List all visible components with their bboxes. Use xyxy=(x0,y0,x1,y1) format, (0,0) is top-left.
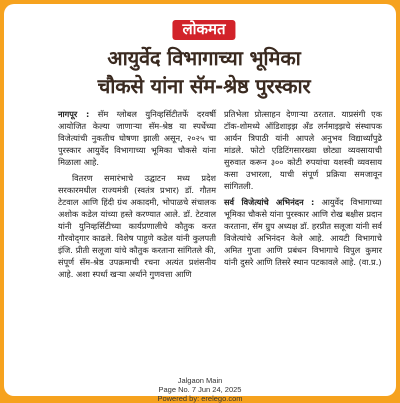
paragraph-ceremony: वितरण समारंभाचे उद्घाटन मध्य प्रदेश सरकारमधील राज्यमंत्री (स्वतंत्र प्रभार) डॉ. गौतम टेटवाल आणि हिंदी ग्रंथ अकादमी, भोपाळचे संचालक अशोक कडेल यांच्या हस्ते करण्यात आले. डॉ. टेटवाल यांनी युनिव्हर्सिटीच्या कार्यप्रणालीचे कौतुक करत गौरवोद्‌गार काढले. विशेष पाहुणे कडेल यांनी कुलपती इंजि. प्रीती सलूजा यांचे कौतुक करताना सांगितले की, संपूर्ण सॅम-श्रेष्ठ उपक्रमाची रचना अत्यंत प्रशंसनीय आहे. अशा स्पर्धा खऱ्या अर्थाने गुणवत्ता आणि xyxy=(58,173,216,279)
headline-line-2: चौकसे यांना सॅम-श्रेष्ठ पुरस्कार xyxy=(97,74,311,98)
congrats-text: आयुर्वेद विभागाच्या भूमिका चौकसे यांना पुरस्कार आणि रोख बक्षीस प्रदान करताना, सॅम ग्रुप अध्यक्ष डॉ. हरप्रीत सलूजा यांनी सर्व विजेत्यांचे अभिनंदन केले आहे. आयटी विभागाचे अमित गुप्ता आणि प्रबंधन विभागाचे विपुल कुमार यांनी दुसरे आणि तिसरे स्थान पटकावले आहे. (वा.प्र.) xyxy=(224,197,382,267)
intro-text: सॅम ग्लोबल युनिव्हर्सिटीतर्फे दरवर्षी आयोजित केल्या जाणाऱ्या सॅम-श्रेष्ठ या स्पर्धेच्या विजेत्यांची नुकतीच घोषणा झाली असून, २०२५ चा पुरस्कार आयुर्वेद विभागाच्या भूमिका चौकसे यांना मिळाला आहे. xyxy=(58,109,216,167)
dateline: नागपूर : xyxy=(58,109,90,119)
headline xyxy=(56,44,352,100)
paragraph-talk-show: प्रतिभेला प्रोत्साहन देणाऱ्या ठरतात. याप्रसंगी एक टॉक-शोमध्ये ऑडिशाइझ अँड लर्नमाइझचे संस्थापक आर्यन त्रिपाठी यांनी आपले अनुभव विद्यार्थ्यांपुढे मांडले. फोटो एडिटिंगसारख्या छोट्या व्यवसायाची सुरुवात करून ३०० कोटी रुपयांचा यशस्वी व्यवसाय कसा उभारला, याची संपूर्ण प्रक्रिया समजावून सांगितली. xyxy=(224,109,382,191)
edition-label: Jalgaon Main xyxy=(177,376,223,385)
paragraph-intro xyxy=(58,108,216,168)
powered-by-label: Powered by: erelego.com xyxy=(157,394,243,403)
headline-line-1: आयुर्वेद विभागाच्या भूमिका xyxy=(107,46,301,70)
clipping-footer xyxy=(4,376,396,403)
subheading-congrats: सर्व विजेत्यांचे अभिनंदन : xyxy=(224,197,315,207)
lokmat-logo: लोकमत xyxy=(172,20,235,40)
article-column-left xyxy=(58,108,216,348)
newspaper-clipping xyxy=(38,12,382,374)
outer-frame xyxy=(4,4,396,403)
article-column-right xyxy=(224,108,382,348)
page-date-label: Page No. 7 Jun 24, 2025 xyxy=(158,385,242,394)
paragraph-congrats xyxy=(224,196,382,268)
